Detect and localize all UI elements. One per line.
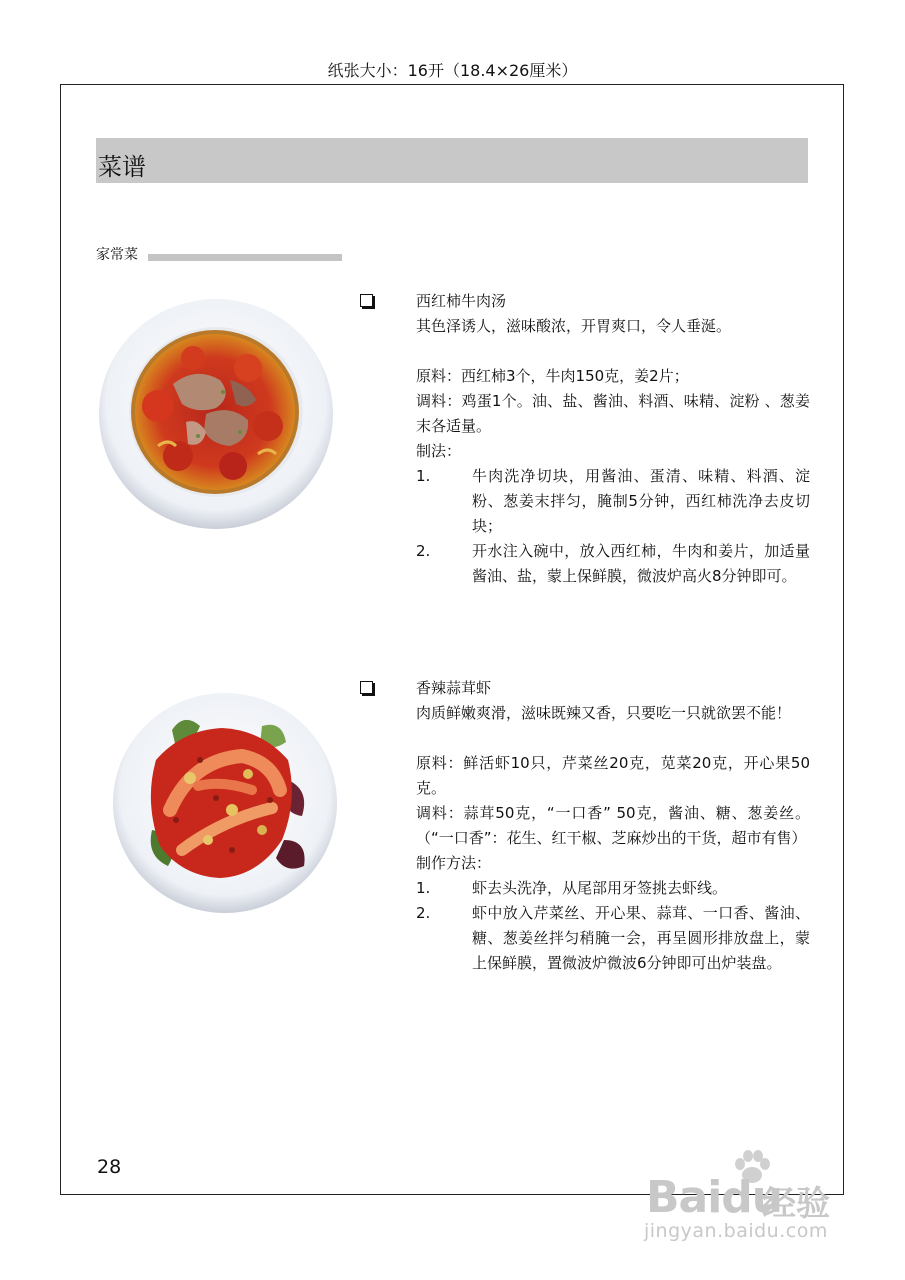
checkbox-icon xyxy=(360,294,373,307)
step-number: 2. xyxy=(416,904,431,922)
watermark-url: jingyan.baidu.com xyxy=(644,1220,828,1242)
step-text: 开水注入碗中，放入西红柿，牛肉和姜片，加适量酱油、盐，蒙上保鲜膜，微波炉高火8分钟即可。 xyxy=(472,542,810,585)
step-text: 虾中放入芹菜丝、开心果、蒜茸、一口香、酱油、糖、葱姜丝拌匀稍腌一会，再呈圆形排放盘上，蒙上保鲜膜，置微波炉微波6分钟即可出炉装盘。 xyxy=(472,904,810,972)
recipe-spicy-garlic-shrimp xyxy=(360,676,810,976)
page-number: 28 xyxy=(97,1156,122,1178)
watermark-logo: Baidu xyxy=(646,1172,783,1223)
paper-size-note: 纸张大小：16开（18.4×26厘米） xyxy=(327,61,578,80)
recipe-ingredients: 原料：西红柿3个，牛肉150克，姜2片； xyxy=(416,367,689,385)
recipe-ingredients: 原料：鲜活虾10只，芹菜丝20克，苋菜20克，开心果50克。 xyxy=(416,754,810,797)
watermark-brand: 经验 xyxy=(762,1184,830,1224)
tomato-beef-soup-photo xyxy=(98,296,334,532)
step-text: 牛肉洗净切块，用酱油、蛋清、味精、料酒、淀粉、葱姜末拌匀，腌制5分钟，西红柿洗净去皮切块； xyxy=(472,467,810,535)
step-number: 1. xyxy=(416,467,431,485)
recipe-title: 香辣蒜茸虾 xyxy=(416,679,492,697)
checkbox-icon xyxy=(360,681,373,694)
recipe-title-row xyxy=(360,676,810,701)
recipe-title: 西红柿牛肉汤 xyxy=(416,292,507,310)
recipe-step xyxy=(360,901,810,976)
step-number: 1. xyxy=(416,879,431,897)
baidu-jingyan-watermark xyxy=(640,1150,865,1250)
recipe-seasoning: 调料：蒜茸50克，“一口香” 50克，酱油、糖、葱姜丝。（“一口香”：花生、红干椒、芝麻炒出的干货，超市有售） xyxy=(416,804,810,847)
recipe-tomato-beef-soup xyxy=(360,289,810,589)
recipe-title-row xyxy=(360,289,810,314)
category-label: 家常菜 xyxy=(96,247,138,263)
section-header xyxy=(96,138,808,183)
recipe-step xyxy=(360,464,810,539)
page-frame xyxy=(60,84,844,1195)
spicy-garlic-shrimp-photo xyxy=(112,690,338,916)
recipe-step xyxy=(360,876,810,901)
section-title: 菜谱 xyxy=(98,153,146,181)
category-underline xyxy=(148,254,342,261)
recipe-step xyxy=(360,539,810,589)
step-number: 2. xyxy=(416,542,431,560)
recipe-intro: 其色泽诱人，滋味酸浓，开胃爽口，令人垂涎。 xyxy=(416,317,732,335)
recipe-method-label: 制作方法： xyxy=(416,854,492,872)
recipe-method-label: 制法： xyxy=(416,442,462,460)
recipe-seasoning: 调料：鸡蛋1个。油、盐、酱油、料酒、味精、淀粉 、葱姜末各适量。 xyxy=(416,392,810,435)
step-text: 虾去头洗净，从尾部用牙签挑去虾线。 xyxy=(472,879,728,897)
recipe-intro: 肉质鲜嫩爽滑，滋味既辣又香，只要吃一只就欲罢不能！ xyxy=(416,704,792,722)
